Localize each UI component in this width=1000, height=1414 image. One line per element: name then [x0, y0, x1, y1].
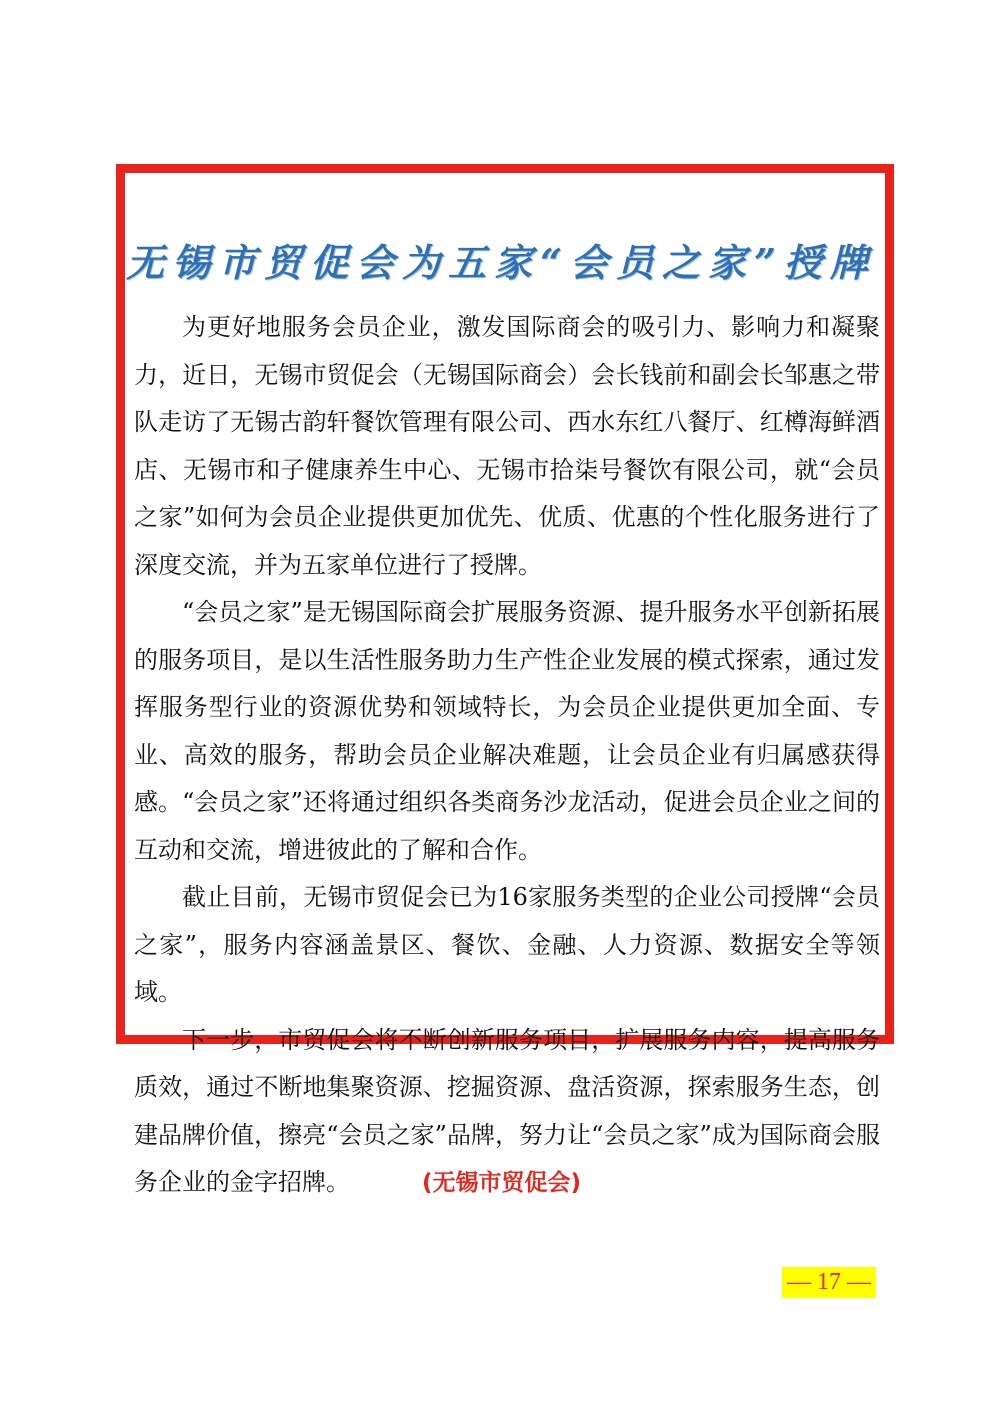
- paragraph-1: 为更好地服务会员企业，激发国际商会的吸引力、影响力和凝聚力，近日，无锡市贸促会（无锡国际商会）会长钱前和副会长邹惠之带队走访了无锡古韵轩餐饮管理有限公司、西水东红八餐厅、红樽海鲜酒店、无锡市和子健康养生中心、无锡市拾柒号餐饮有限公司，就“会员之家”如何为会员企业提供更加优先、优质、优惠的个性化服务进行了深度交流，并为五家单位进行了授牌。: [134, 313, 880, 579]
- paragraph-4-text: 下一步，市贸促会将不断创新服务项目，扩展服务内容，提高服务质效，通过不断地集聚资源、挖掘资源、盘活资源，探索服务生态，创建品牌价值，擦亮“会员之家”品牌，努力让“会员之家”成为国际商会服务企业的金字招牌。: [134, 1025, 880, 1196]
- paragraph-3: 截止目前，无锡市贸促会已为16家服务类型的企业公司授牌“会员之家”，服务内容涵盖景区、餐饮、金融、人力资源、数据安全等领域。: [134, 883, 880, 1006]
- signature: (无锡市贸促会): [422, 1170, 582, 1196]
- paragraph-2: “会员之家”是无锡国际商会扩展服务资源、提升服务水平创新拓展的服务项目，是以生活性服务助力生产性企业发展的模式探索，通过发挥服务型行业的资源优势和领域特长，为会员企业提供更加全面、专业、高效的服务，帮助会员企业解决难题，让会员企业有归属感获得感。“会员之家”还将通过组织各类商务沙龙活动，促进会员企业之间的互动和交流，增进彼此的了解和合作。: [134, 598, 880, 864]
- page-number: — 17 —: [782, 1267, 876, 1298]
- article-title: 无锡市贸促会为五家“会员之家”授牌: [126, 240, 876, 285]
- paragraph-4: [134, 1017, 880, 1208]
- article-body: [134, 304, 880, 1208]
